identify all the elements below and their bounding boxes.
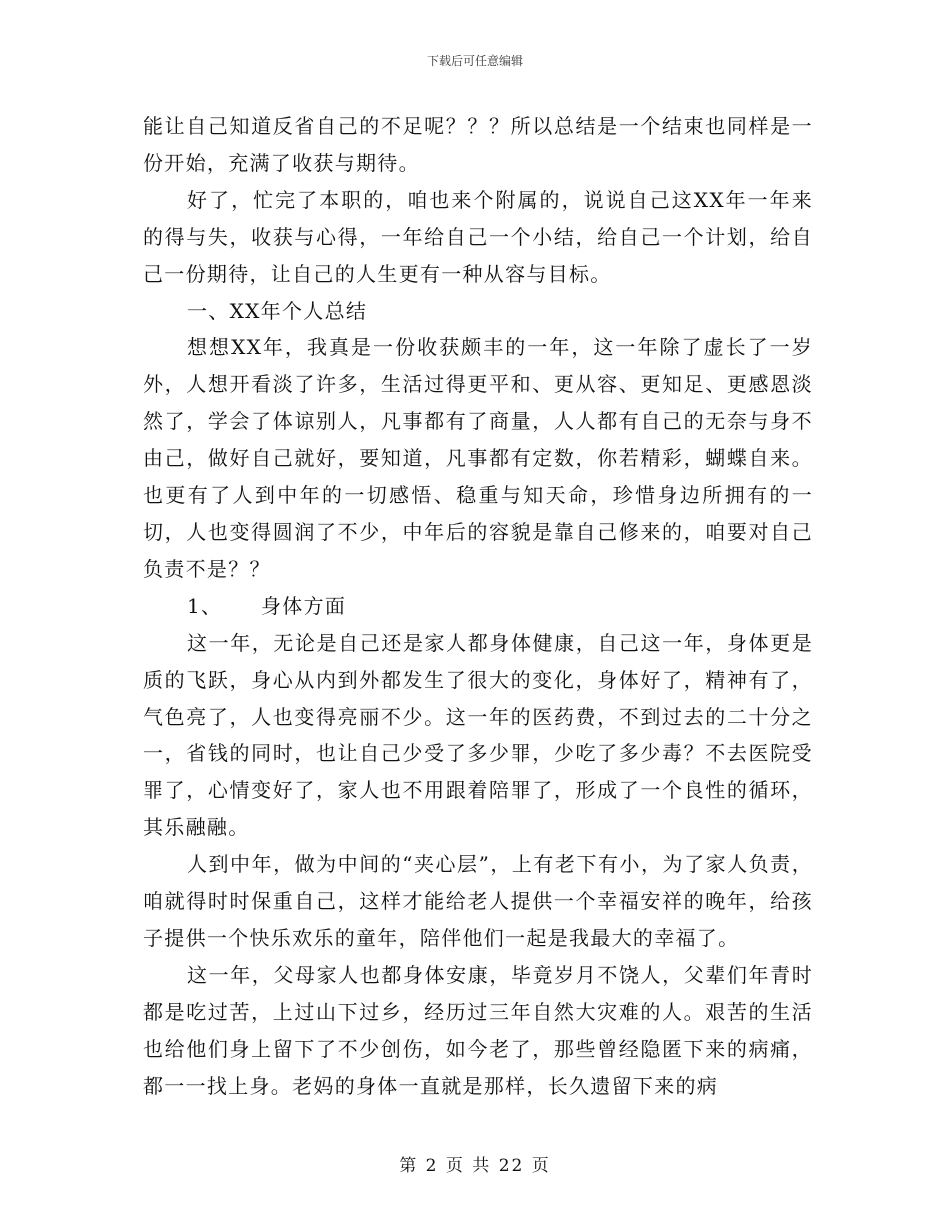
subheading-number: 1、 <box>187 593 223 618</box>
paragraph-continued: 能让自己知道反省自己的不足呢？？？所以总结是一个结束也同样是一份开始，充满了收获与期待。 <box>143 114 813 175</box>
paragraph-intro: 好了，忙完了本职的，咱也来个附属的，说说自己这XX年一年来的得与失，收获与心得，一年给自己一个小结，给自己一个计划，给自己一份期待，让自己的人生更有一种从容与目标。 <box>143 187 813 286</box>
paragraph-middle-age: 人到中年，做为中间的“夹心层”，上有老下有小，为了家人负责，咱就得时时保重自己，这样才能给老人提供一个幸福安祥的晚年，给孩子提供一个快乐欢乐的童年，陪伴他们一起是我最大的幸福了。 <box>143 852 813 950</box>
document-body <box>143 108 813 1104</box>
subheading-title: 身体方面 <box>261 593 347 618</box>
paragraph-parents: 这一年，父母家人也都身体安康，毕竟岁月不饶人，父辈们年青时都是吃过苦，上过山下过乡，经历过三年自然大灾难的人。艰苦的生活也给他们身上留下了不少创伤，如今老了，那些曾经隐匿下来的病痛，都一一找上身。老妈的身体一直就是那样，长久遗留下来的病 <box>143 962 813 1098</box>
page-footer: 第 2 页 共 22 页 <box>399 1156 551 1176</box>
subheading-health <box>143 588 813 625</box>
section-heading: 一、XX年个人总结 <box>187 298 368 323</box>
paragraph-health-self: 这一年，无论是自己还是家人都身体健康，自己这一年，身体更是质的飞跃，身心从内到外都发生了很大的变化，身体好了，精神有了，气色亮了，人也变得亮丽不少。这一年的医药费，不到过去的二十分之一，省钱的同时，也让自己少受了多少罪，少吃了多少毒？不去医院受罪了，心情变好了，家人也不用跟着陪罪了，形成了一个良性的循环，其乐融融。 <box>143 630 813 840</box>
paragraph-summary: 想想XX年，我真是一份收获颇丰的一年，这一年除了虚长了一岁外，人想开看淡了许多，生活过得更平和、更从容、更知足、更感恩淡然了，学会了体谅别人，凡事都有了商量，人人都有自己的无奈与身不由己，做好自己就好，要知道，凡事都有定数，你若精彩，蝴蝶自来。也更有了人到中年的一切感悟、稳重与知天命，珍惜身边所拥有的一切，人也变得圆润了不少，中年后的容貌是靠自己修来的，咱要对自己负责不是？？ <box>143 335 813 581</box>
page-header: 下载后可任意编辑 <box>426 54 523 68</box>
